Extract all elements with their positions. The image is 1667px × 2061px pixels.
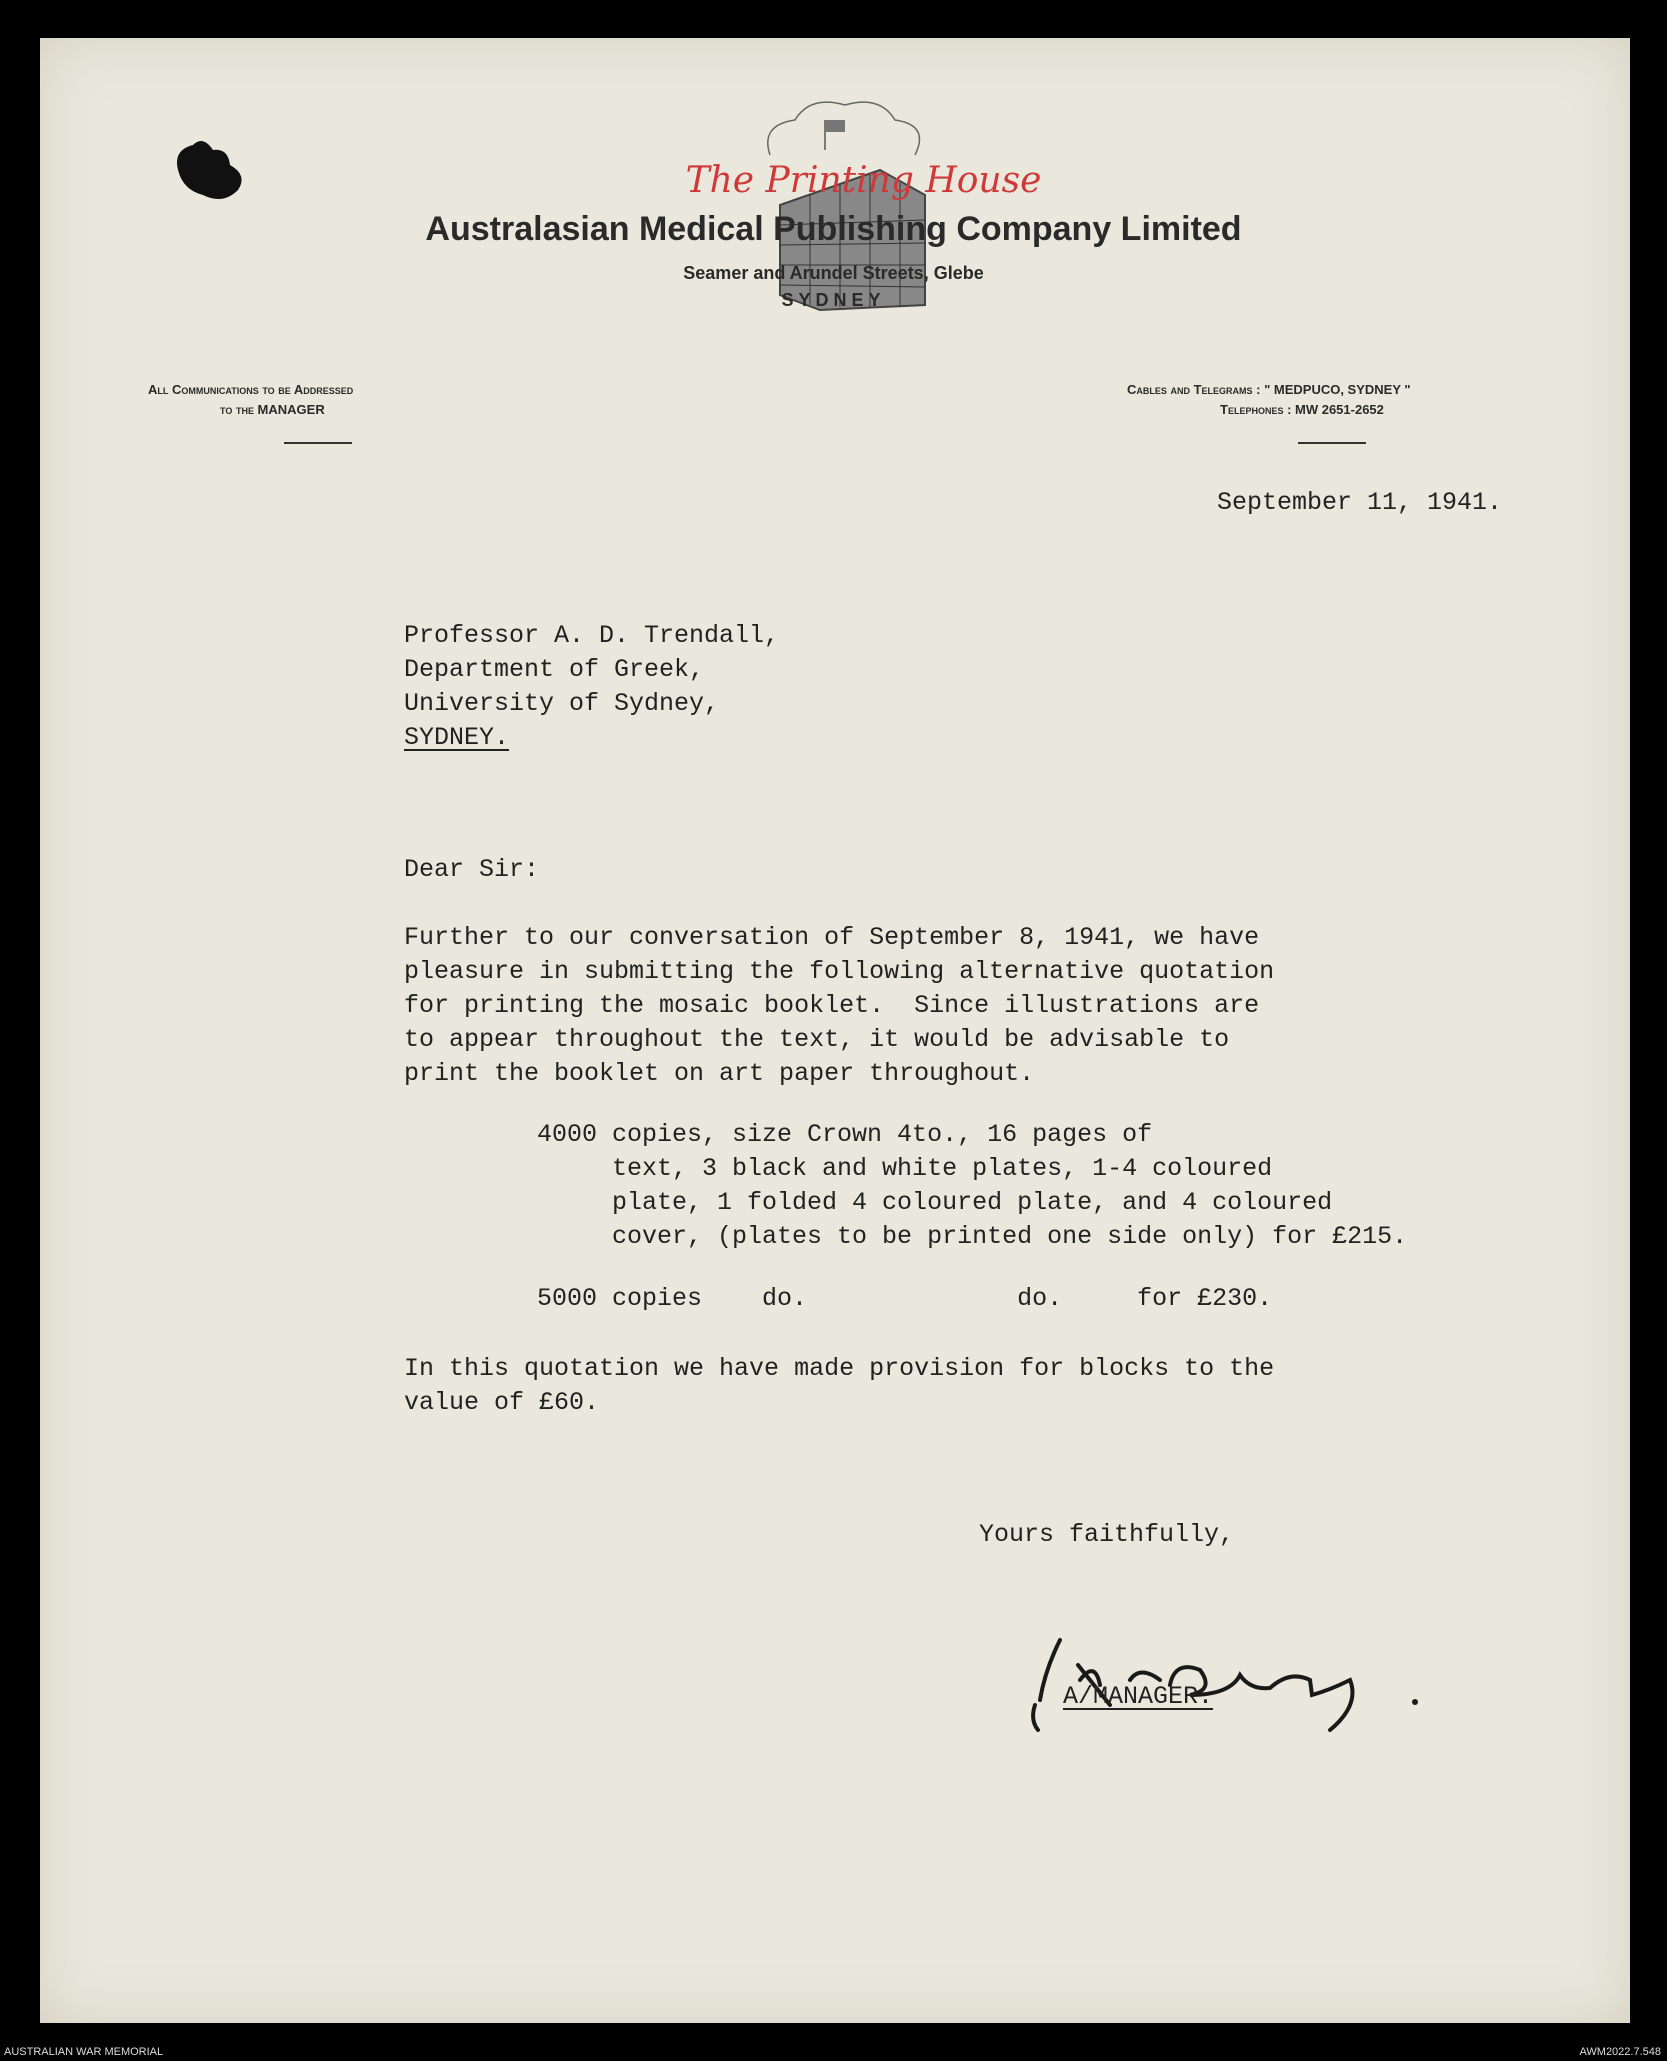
paragraph1-line-1: Further to our conversation of September 8, 1941, we have bbox=[404, 923, 1260, 952]
paragraph1-line-3: for printing the mosaic booklet. Since illustrations are bbox=[404, 991, 1260, 1020]
right-note-line-2: Telephones : MW 2651-2652 bbox=[1220, 402, 1384, 417]
company-address: Seamer and Arundel Streets, Glebe bbox=[683, 263, 984, 283]
company-name: Australasian Medical Publishing Company Limited bbox=[425, 210, 1242, 248]
printing-house-tagline: The Printing House bbox=[685, 160, 1042, 201]
recipient-line-3: University of Sydney, bbox=[404, 689, 720, 718]
left-note-line-2: to the MANAGER bbox=[220, 402, 325, 417]
footer-left: AUSTRALIAN WAR MEMORIAL bbox=[4, 2046, 164, 2058]
quote1-line-1: 4000 copies, size Crown 4to., 16 pages of bbox=[537, 1120, 1153, 1149]
right-divider bbox=[1298, 442, 1366, 444]
recipient-line-1: Professor A. D. Trendall, bbox=[404, 621, 780, 650]
left-divider bbox=[284, 442, 352, 444]
letter-date: September 11, 1941. bbox=[1217, 488, 1503, 517]
left-note-line-1: All Communications to be Addressed bbox=[148, 382, 354, 397]
handwritten-signature bbox=[1000, 1610, 1430, 1740]
quote2-line: 5000 copies do. do. for £230. bbox=[537, 1284, 1273, 1313]
quote1-line-3: plate, 1 folded 4 coloured plate, and 4 coloured bbox=[537, 1188, 1333, 1217]
paragraph2-line-1: In this quotation we have made provision for blocks to the bbox=[404, 1354, 1275, 1383]
paragraph1-line-4: to appear throughout the text, it would be advisable to bbox=[404, 1025, 1230, 1054]
closing: Yours faithfully, bbox=[979, 1520, 1235, 1549]
right-note-line-1: Cables and Telegrams : " MEDPUCO, SYDNEY " bbox=[1127, 382, 1411, 397]
paragraph2-line-2: value of £60. bbox=[404, 1388, 600, 1417]
paragraph1-line-2: pleasure in submitting the following alternative quotation bbox=[404, 957, 1275, 986]
quote1-line-2: text, 3 black and white plates, 1-4 coloured bbox=[537, 1154, 1273, 1183]
footer-right: AWM2022.7.548 bbox=[1579, 2046, 1661, 2058]
quote1-line-4: cover, (plates to be printed one side only) for £215. bbox=[537, 1222, 1408, 1251]
signatory-title: A/MANAGER. bbox=[1063, 1682, 1214, 1711]
recipient-line-2: Department of Greek, bbox=[404, 655, 705, 684]
recipient-line-4: SYDNEY. bbox=[404, 723, 510, 752]
paragraph1-line-5: print the booklet on art paper throughout. bbox=[404, 1059, 1035, 1088]
salutation: Dear Sir: bbox=[404, 855, 540, 884]
company-city: SYDNEY bbox=[781, 290, 886, 310]
